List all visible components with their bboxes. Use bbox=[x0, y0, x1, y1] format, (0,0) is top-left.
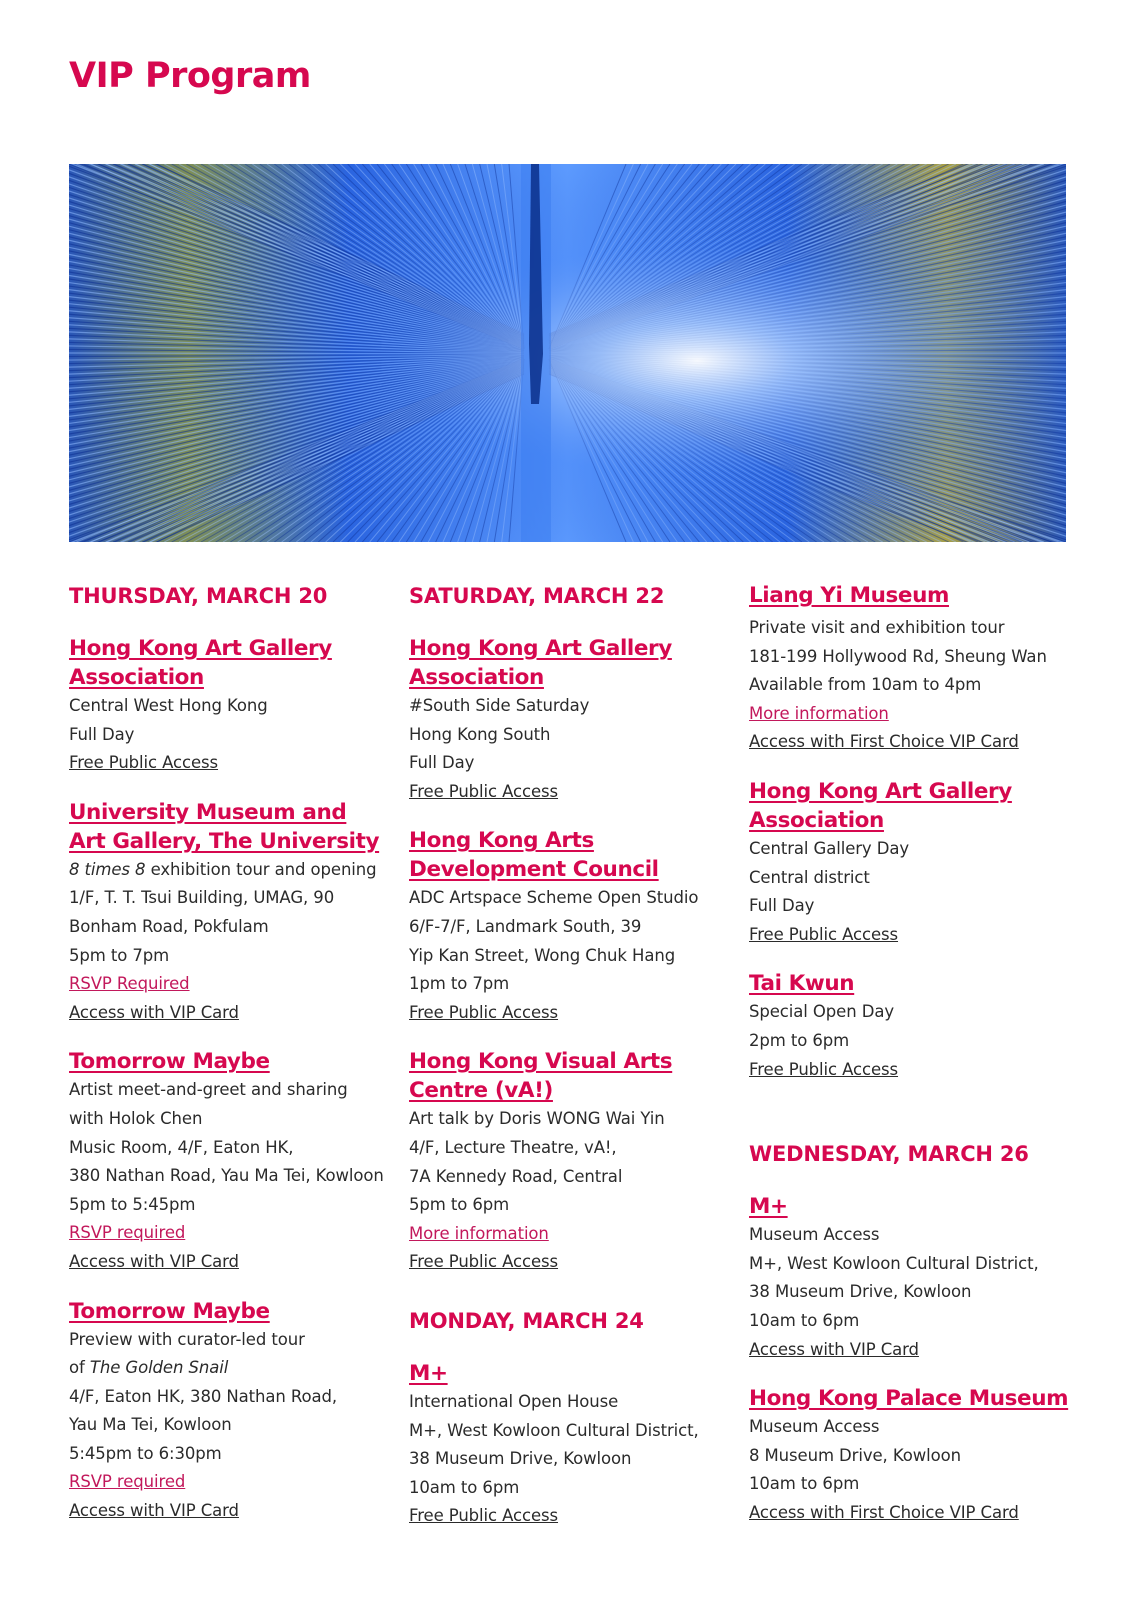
artwork-image-icon bbox=[69, 164, 1066, 542]
event-detail: Private visit and exhibition tour bbox=[749, 618, 1005, 637]
event-detail: #South Side Saturday bbox=[409, 696, 590, 715]
event-description-rest: exhibition tour and opening bbox=[145, 859, 377, 879]
event-title-link[interactable]: M+ bbox=[409, 1360, 448, 1386]
event-title-link[interactable]: Tomorrow Maybe bbox=[69, 1298, 270, 1324]
column-continued bbox=[749, 578, 1069, 1527]
event-detail: 5pm to 7pm bbox=[69, 945, 170, 965]
event-detail: Artist meet-and-greet and sharing bbox=[69, 1080, 348, 1100]
event-title-link[interactable]: Hong Kong Visual Arts Centre (vA!) bbox=[409, 1049, 673, 1104]
event-detail: Preview with curator-led tour bbox=[69, 1329, 305, 1349]
event-detail: Art talk by Doris WONG Wai Yin bbox=[409, 1109, 665, 1129]
event-detail: 5:45pm to 6:30pm bbox=[69, 1443, 222, 1463]
event-title-link[interactable]: Tai Kwun bbox=[749, 971, 855, 997]
day-heading: SATURDAY, MARCH 22 bbox=[409, 584, 665, 608]
event-entry bbox=[69, 634, 389, 778]
event-entry bbox=[749, 1384, 1069, 1527]
event-entry bbox=[749, 1192, 1069, 1364]
event-entry bbox=[749, 578, 1069, 757]
access-link[interactable]: Access with VIP Card bbox=[69, 1002, 239, 1022]
event-detail: 181-199 Hollywood Rd, Sheung Wan bbox=[749, 646, 1047, 666]
event-description-italic: 8 times 8 bbox=[69, 859, 146, 879]
event-title-link[interactable]: M+ bbox=[749, 1194, 788, 1220]
event-entry bbox=[69, 798, 389, 1028]
event-detail: Museum Access bbox=[749, 1225, 880, 1245]
event-detail: Full Day bbox=[69, 724, 135, 744]
access-link[interactable]: Free Public Access bbox=[409, 1506, 559, 1526]
event-detail: 10am to 6pm bbox=[749, 1310, 860, 1330]
event-detail: 5pm to 5:45pm bbox=[69, 1194, 196, 1214]
event-detail: 5pm to 6pm bbox=[409, 1195, 510, 1215]
rsvp-link[interactable]: RSVP required bbox=[69, 1223, 186, 1243]
event-detail: 38 Museum Drive, Kowloon bbox=[409, 1449, 632, 1469]
event-title-link[interactable]: Liang Yi Museum bbox=[749, 583, 949, 608]
column-saturday bbox=[409, 578, 729, 1531]
event-detail: Central West Hong Kong bbox=[69, 696, 268, 715]
day-heading: WEDNESDAY, MARCH 26 bbox=[749, 1142, 1029, 1167]
event-detail: 380 Nathan Road, Yau Ma Tei, Kowloon bbox=[69, 1166, 384, 1186]
event-title-link[interactable]: Hong Kong Art Gallery Association bbox=[409, 636, 672, 690]
hero-artwork-image bbox=[69, 164, 1066, 542]
event-detail: Full Day bbox=[409, 753, 475, 773]
event-description bbox=[69, 856, 389, 885]
event-detail: 10am to 6pm bbox=[749, 1474, 860, 1494]
column-thursday bbox=[69, 578, 389, 1526]
event-entry bbox=[69, 1297, 389, 1526]
event-title-link[interactable]: Tomorrow Maybe bbox=[69, 1049, 270, 1075]
event-detail: 1/F, T. T. Tsui Building, UMAG, 90 bbox=[69, 888, 335, 908]
access-link[interactable]: Free Public Access bbox=[69, 753, 219, 773]
event-detail: 38 Museum Drive, Kowloon bbox=[749, 1282, 972, 1302]
event-detail: Music Room, 4/F, Eaton HK, bbox=[69, 1137, 294, 1157]
event-entry bbox=[409, 826, 729, 1027]
event-entry bbox=[749, 969, 1069, 1084]
event-detail: 6/F-7/F, Landmark South, 39 bbox=[409, 916, 642, 936]
event-title-link[interactable]: Hong Kong Art Gallery Association bbox=[69, 636, 332, 690]
event-detail: Central Gallery Day bbox=[749, 838, 910, 858]
event-detail: 10am to 6pm bbox=[409, 1477, 520, 1497]
event-detail: 7A Kennedy Road, Central bbox=[409, 1166, 623, 1186]
event-title-link[interactable]: Hong Kong Palace Museum bbox=[749, 1386, 1069, 1412]
event-description-pre: of bbox=[69, 1358, 90, 1378]
access-link[interactable]: Free Public Access bbox=[409, 1252, 559, 1272]
event-detail: Bonham Road, Pokfulam bbox=[69, 916, 269, 936]
event-detail: with Holok Chen bbox=[69, 1108, 203, 1128]
event-detail: Museum Access bbox=[749, 1417, 880, 1437]
day-heading: MONDAY, MARCH 24 bbox=[409, 1308, 644, 1333]
event-title-link[interactable]: University Museum and Art Gallery, The University bbox=[69, 799, 380, 854]
event-detail: Full Day bbox=[749, 896, 815, 916]
rsvp-link[interactable]: RSVP required bbox=[69, 1472, 186, 1492]
event-entry bbox=[409, 634, 729, 806]
event-detail: Available from 10am to 4pm bbox=[749, 675, 982, 695]
event-entry bbox=[749, 777, 1069, 949]
event-detail: 1pm to 7pm bbox=[409, 974, 510, 994]
event-detail: Central district bbox=[749, 867, 870, 887]
event-title-link[interactable]: Hong Kong Art Gallery Association bbox=[749, 778, 1012, 833]
page-title: VIP Program bbox=[69, 56, 311, 96]
access-link[interactable]: Free Public Access bbox=[409, 781, 559, 801]
event-detail: 2pm to 6pm bbox=[749, 1030, 850, 1050]
event-title-link[interactable]: Hong Kong Arts Development Council bbox=[409, 828, 659, 883]
event-detail: Yau Ma Tei, Kowloon bbox=[69, 1415, 232, 1435]
event-detail: International Open House bbox=[409, 1391, 619, 1411]
access-link[interactable]: Access with VIP Card bbox=[749, 1339, 919, 1359]
event-detail: Hong Kong South bbox=[409, 724, 551, 744]
access-link[interactable]: Free Public Access bbox=[749, 924, 899, 944]
event-description-italic: The Golden Snail bbox=[89, 1358, 229, 1378]
event-detail: 8 Museum Drive, Kowloon bbox=[749, 1445, 961, 1465]
event-detail: M+, West Kowloon Cultural District, bbox=[749, 1253, 1039, 1273]
rsvp-link[interactable]: RSVP Required bbox=[69, 974, 190, 994]
more-information-link[interactable]: More information bbox=[749, 703, 889, 723]
day-heading: THURSDAY, MARCH 20 bbox=[69, 584, 328, 608]
event-detail: 4/F, Lecture Theatre, vA!, bbox=[409, 1137, 617, 1157]
event-entry bbox=[69, 1047, 389, 1276]
access-link[interactable]: Access with VIP Card bbox=[69, 1251, 239, 1271]
access-link[interactable]: Free Public Access bbox=[749, 1059, 899, 1079]
event-detail: Yip Kan Street, Wong Chuk Hang bbox=[409, 945, 676, 965]
access-link[interactable]: Access with First Choice VIP Card bbox=[749, 1502, 1019, 1522]
event-entry bbox=[409, 1047, 729, 1277]
event-detail: Special Open Day bbox=[749, 1002, 894, 1022]
event-entry bbox=[409, 1359, 729, 1531]
access-link[interactable]: Access with VIP Card bbox=[69, 1501, 239, 1521]
event-detail: ADC Artspace Scheme Open Studio bbox=[409, 888, 699, 908]
event-detail: 4/F, Eaton HK, 380 Nathan Road, bbox=[69, 1386, 338, 1406]
access-link[interactable]: Access with First Choice VIP Card bbox=[749, 732, 1019, 752]
access-link[interactable]: Free Public Access bbox=[409, 1002, 559, 1022]
event-description bbox=[69, 1354, 389, 1383]
more-information-link[interactable]: More information bbox=[409, 1223, 549, 1243]
event-detail: M+, West Kowloon Cultural District, bbox=[409, 1420, 699, 1440]
